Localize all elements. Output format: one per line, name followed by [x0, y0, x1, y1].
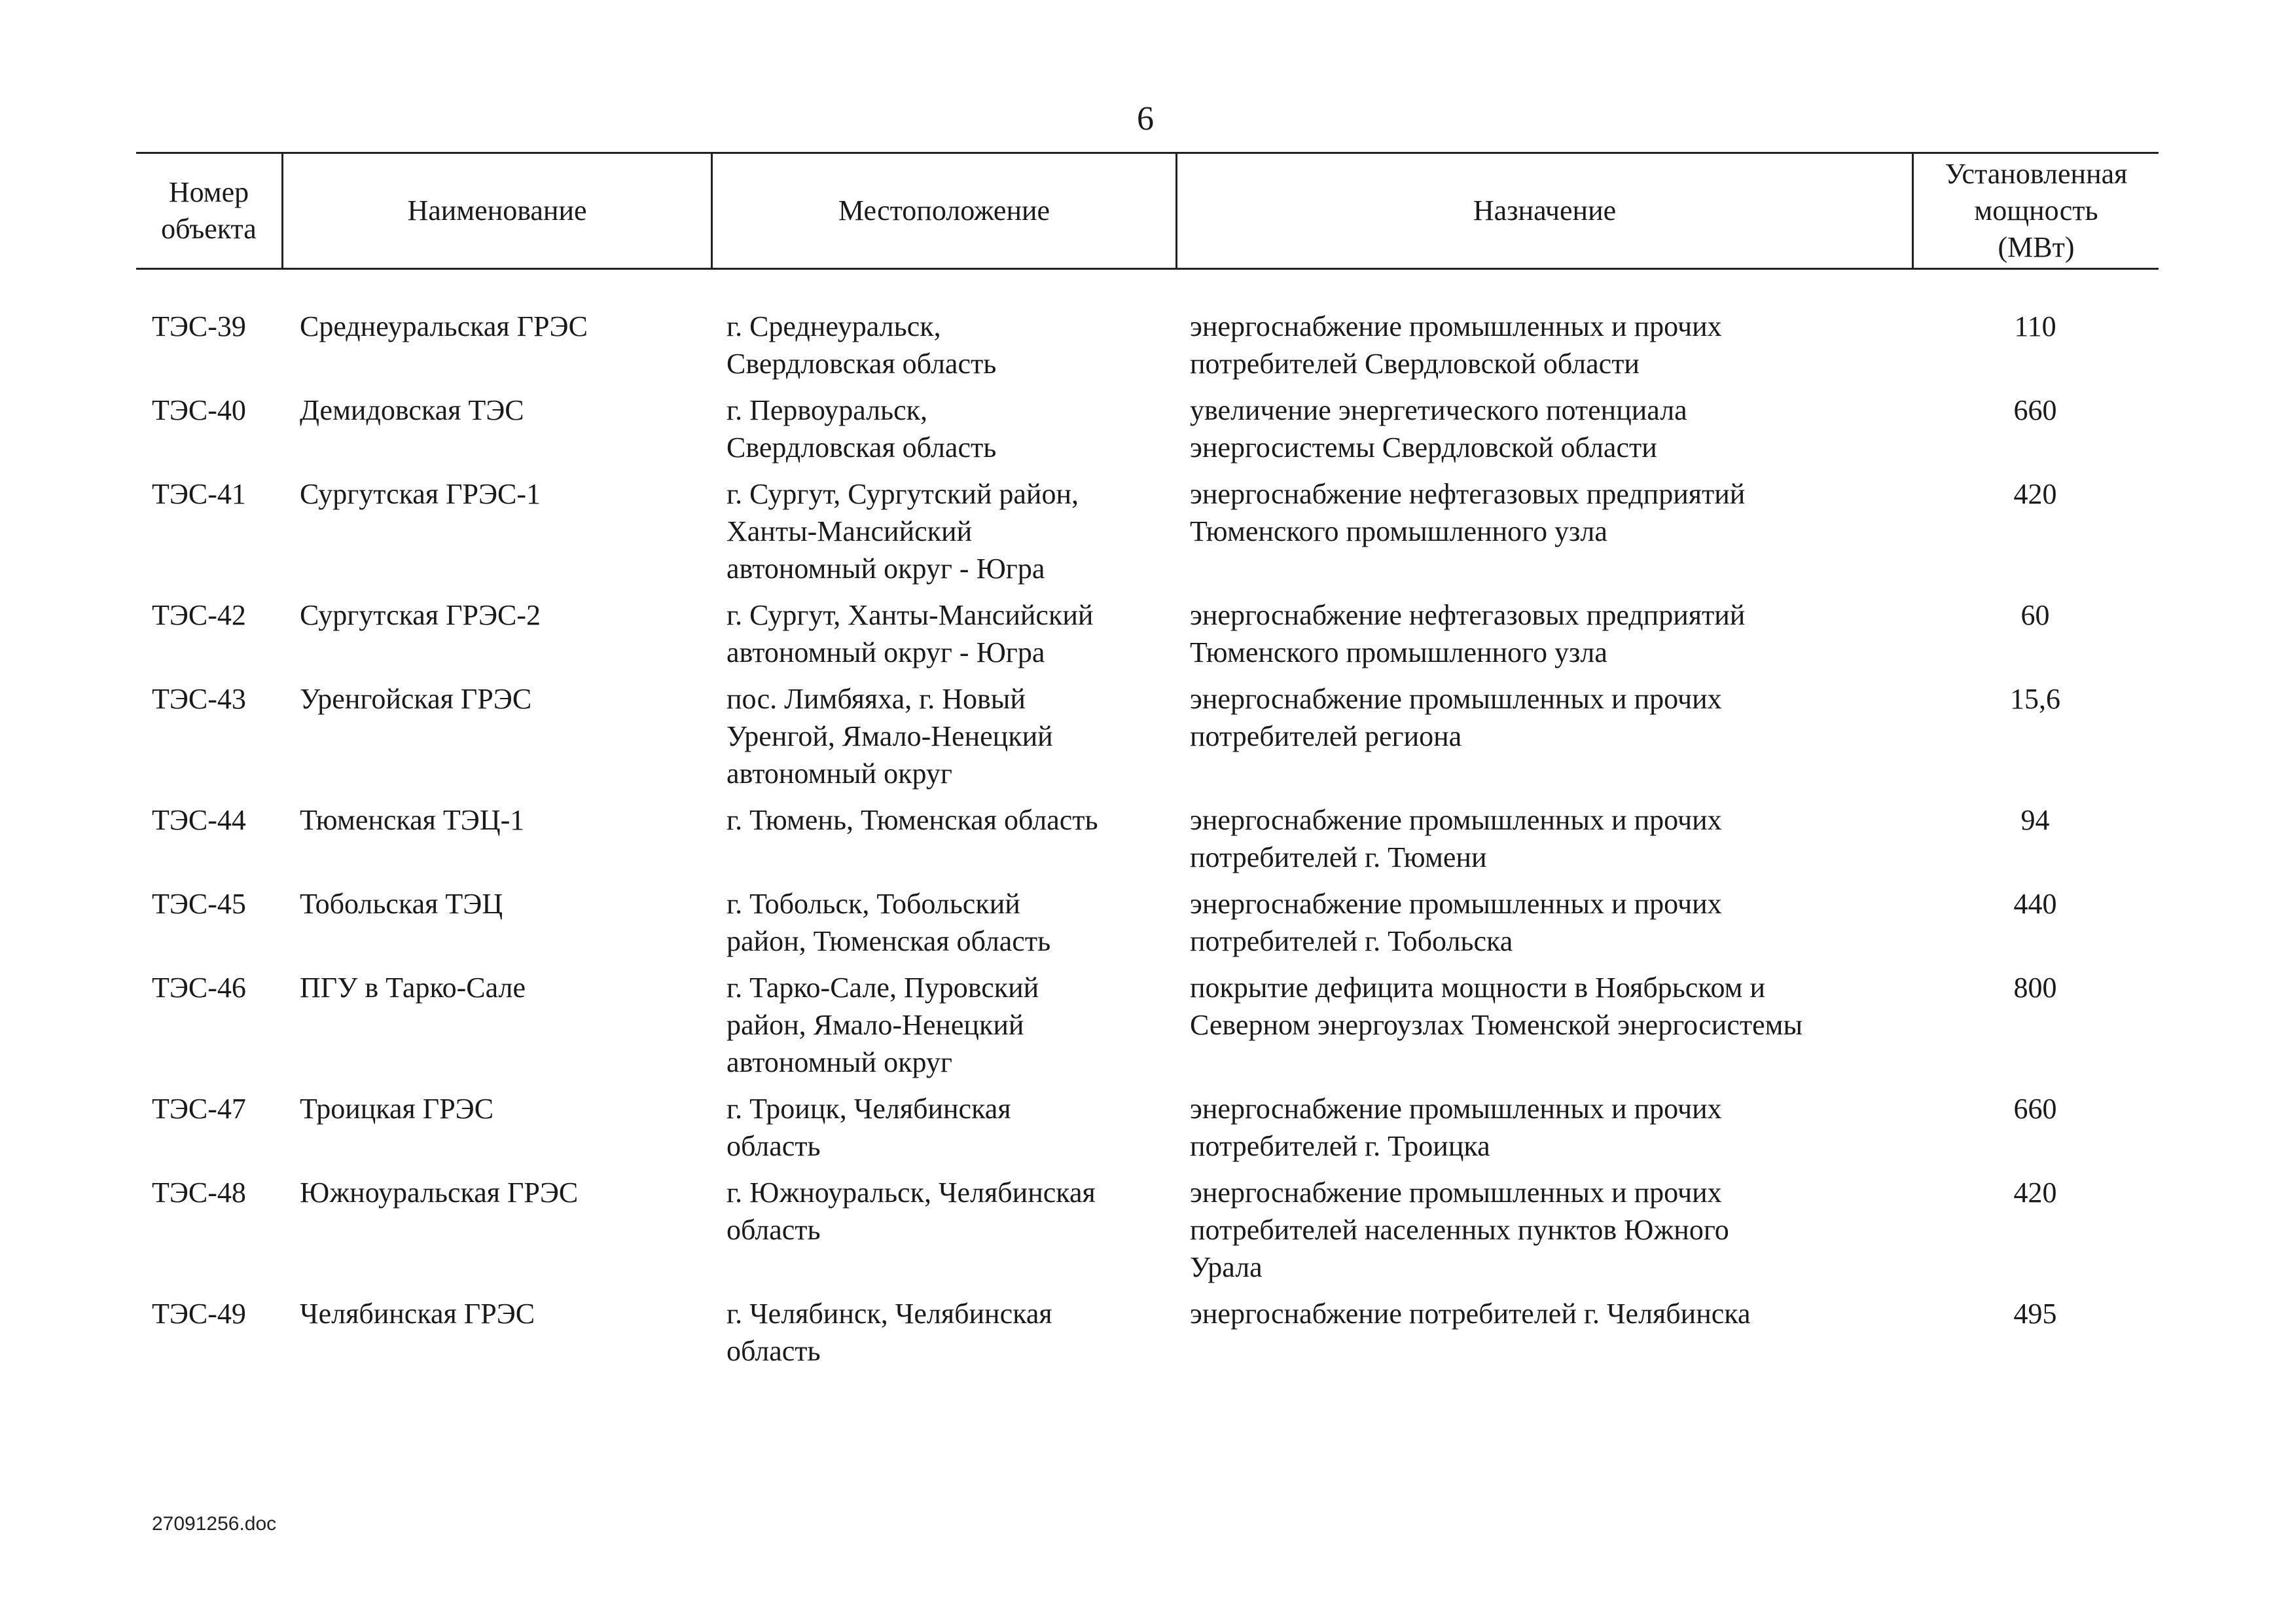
row-name: Среднеуральская ГРЭС	[300, 310, 588, 342]
row-location: г. Сургут, Сургутский район, Ханты-Мансийский автономный округ - Югра	[726, 478, 1079, 585]
row-name: Сургутская ГРЭС-1	[300, 478, 541, 510]
row-name: Южноуральская ГРЭС	[300, 1176, 579, 1209]
row-name: Демидовская ТЭС	[300, 394, 524, 426]
table-row	[136, 801, 2159, 876]
row-purpose: энергоснабжение промышленных и прочих потребителей г. Тюмени	[1190, 804, 1722, 873]
header-purpose: Назначение	[1175, 154, 1912, 268]
table-row	[136, 475, 2159, 587]
header-name: Наименование	[281, 154, 711, 268]
row-number: ТЭС-44	[152, 804, 246, 836]
row-location: г. Тобольск, Тобольский район, Тюменская область	[726, 888, 1051, 957]
row-name: Уренгойская ГРЭС	[300, 683, 532, 715]
row-number: ТЭС-43	[152, 683, 246, 715]
table-row	[136, 1295, 2159, 1370]
row-name: ПГУ в Тарко-Сале	[300, 972, 526, 1004]
row-purpose: энергоснабжение промышленных и прочих потребителей г. Тобольска	[1190, 888, 1722, 957]
row-number: ТЭС-39	[152, 310, 246, 342]
table-row	[136, 969, 2159, 1081]
row-power: 800	[2013, 972, 2057, 1004]
row-location: г. Челябинск, Челябинская область	[726, 1298, 1052, 1367]
row-location: пос. Лимбяяха, г. Новый Уренгой, Ямало-Ненецкий автономный округ	[726, 683, 1053, 790]
row-purpose: энергоснабжение нефтегазовых предприятий Тюменского промышленного узла	[1190, 478, 1746, 547]
table-header	[136, 152, 2159, 270]
header-location: Местоположение	[711, 154, 1175, 268]
row-number: ТЭС-45	[152, 888, 246, 920]
table-body	[136, 308, 2159, 1379]
row-location: г. Тюмень, Тюменская область	[726, 804, 1098, 836]
row-name: Челябинская ГРЭС	[300, 1298, 535, 1330]
doc-code: 27091256.doc	[152, 1513, 277, 1535]
table-row	[136, 596, 2159, 671]
row-name: Тобольская ТЭЦ	[300, 888, 503, 920]
row-number: ТЭС-49	[152, 1298, 246, 1330]
row-number: ТЭС-41	[152, 478, 246, 510]
row-purpose: энергоснабжение промышленных и прочих потребителей г. Троицка	[1190, 1093, 1722, 1162]
table-row	[136, 308, 2159, 382]
row-name: Тюменская ТЭЦ-1	[300, 804, 525, 836]
row-number: ТЭС-42	[152, 599, 246, 631]
page-number: 6	[1137, 100, 1154, 137]
header-number: Номер объекта	[161, 176, 257, 245]
row-location: г. Первоуральск, Свердловская область	[726, 394, 997, 464]
row-name: Троицкая ГРЭС	[300, 1093, 494, 1125]
row-purpose: покрытие дефицита мощности в Ноябрьском и Северном энергоузлах Тюменской энергосистемы	[1190, 972, 1803, 1041]
row-name: Сургутская ГРЭС-2	[300, 599, 541, 631]
row-power: 60	[2020, 599, 2050, 631]
row-power: 420	[2013, 478, 2057, 510]
row-location: г. Южноуральск, Челябинская область	[726, 1176, 1096, 1246]
row-number: ТЭС-46	[152, 972, 246, 1004]
row-purpose: энергоснабжение промышленных и прочих потребителей региона	[1190, 683, 1722, 752]
row-number: ТЭС-47	[152, 1093, 246, 1125]
table-row	[136, 1174, 2159, 1286]
table-row	[136, 1090, 2159, 1165]
row-location: г. Среднеуральск, Свердловская область	[726, 310, 997, 380]
row-power: 660	[2013, 1093, 2057, 1125]
row-power: 110	[2014, 310, 2056, 342]
table-row	[136, 680, 2159, 792]
row-power: 495	[2013, 1298, 2057, 1330]
row-location: г. Тарко-Сале, Пуровский район, Ямало-Ненецкий автономный округ	[726, 972, 1039, 1078]
row-purpose: энергоснабжение промышленных и прочих потребителей населенных пунктов Южного Урала	[1190, 1176, 1729, 1283]
row-number: ТЭС-40	[152, 394, 246, 426]
row-location: г. Сургут, Ханты-Мансийский автономный округ - Югра	[726, 599, 1094, 668]
header-power: Установленная мощность (МВт)	[1912, 154, 2159, 268]
row-purpose: энергоснабжение потребителей г. Челябинска	[1190, 1298, 1751, 1330]
row-power: 94	[2020, 804, 2050, 836]
row-number: ТЭС-48	[152, 1176, 246, 1209]
table-row	[136, 392, 2159, 466]
table-row	[136, 885, 2159, 960]
row-power: 15,6	[2010, 683, 2060, 715]
row-power: 420	[2013, 1176, 2057, 1209]
row-purpose: энергоснабжение нефтегазовых предприятий Тюменского промышленного узла	[1190, 599, 1746, 668]
row-purpose: энергоснабжение промышленных и прочих потребителей Свердловской области	[1190, 310, 1722, 380]
row-power: 660	[2013, 394, 2057, 426]
row-purpose: увеличение энергетического потенциала энергосистемы Свердловской области	[1190, 394, 1687, 464]
row-location: г. Троицк, Челябинская область	[726, 1093, 1011, 1162]
row-power: 440	[2013, 888, 2057, 920]
